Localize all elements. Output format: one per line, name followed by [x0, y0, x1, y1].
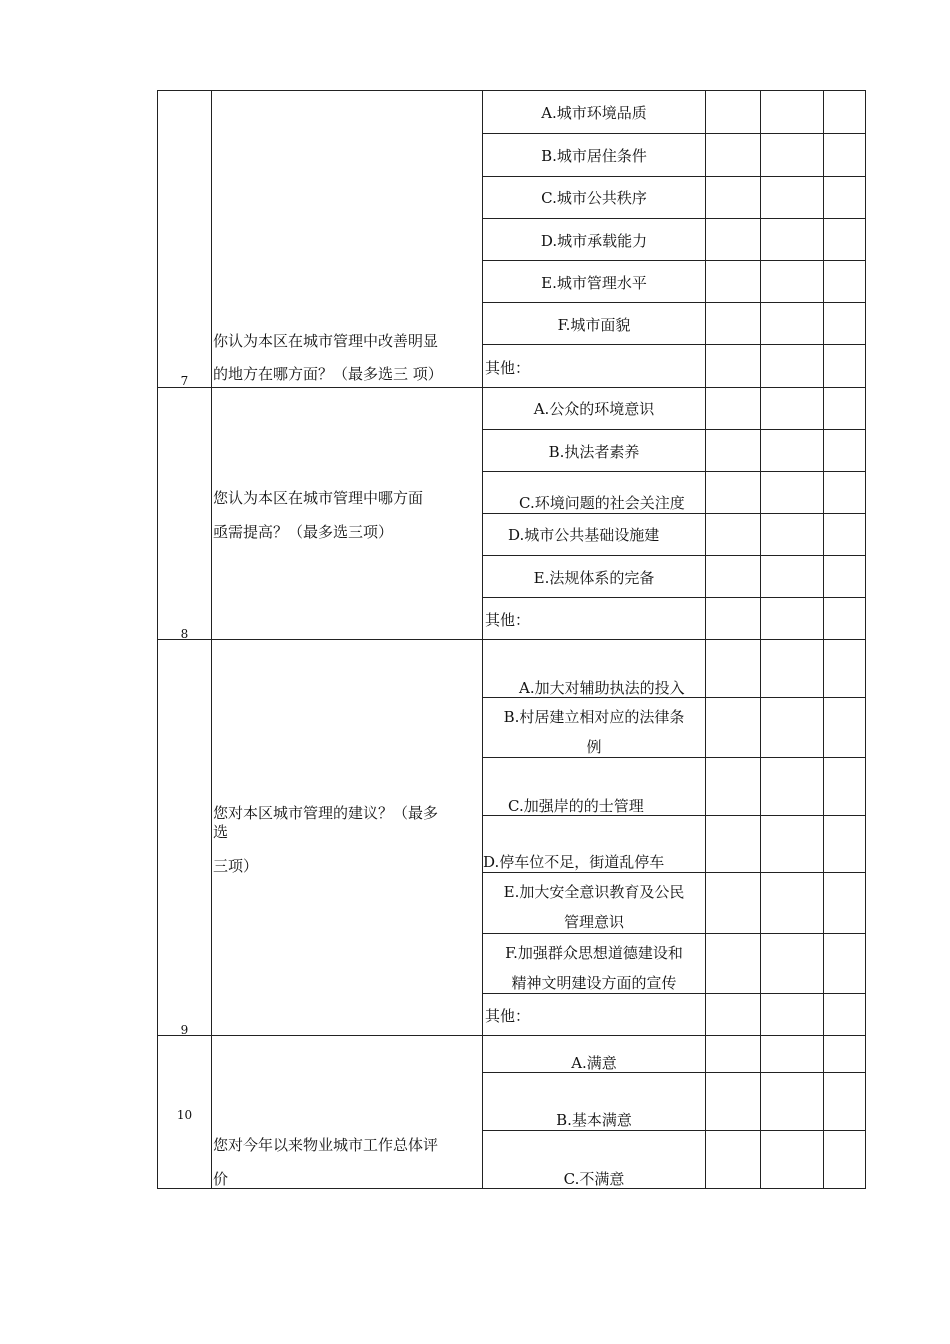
- option-row-divider: [482, 513, 866, 514]
- question-text: 的地方在哪方面？（最多选三 项）: [213, 365, 443, 383]
- option-row-divider: [482, 872, 866, 873]
- option-row-divider: [482, 471, 866, 472]
- other-label: 其他：: [485, 1007, 531, 1025]
- question-separator: [157, 1035, 866, 1036]
- option-row-divider: [482, 1130, 866, 1131]
- option-label: C.加强岸的的士管理: [508, 797, 644, 815]
- table-border-bottom: [157, 1188, 866, 1189]
- option-row-divider: [482, 993, 866, 994]
- option-label: A.加大对辅助执法的投入: [519, 679, 685, 697]
- option-label: E.法规体系的完备: [533, 569, 655, 587]
- option-label: A.满意: [571, 1054, 617, 1072]
- question-separator: [157, 639, 866, 640]
- option-row-divider: [482, 260, 866, 261]
- option-row-divider: [482, 176, 866, 177]
- option-label: D.城市公共基础设施建: [508, 526, 660, 544]
- option-row-divider: [482, 133, 866, 134]
- option-label: B.村居建立相对应的法律条: [503, 708, 685, 726]
- question-text: 你认为本区在城市管理中改善明显: [213, 332, 439, 350]
- question-text: 三项）: [213, 857, 259, 875]
- option-label: D.城市承载能力: [540, 232, 648, 250]
- question-text: 您认为本区在城市管理中哪方面: [213, 489, 424, 507]
- option-label: 管理意识: [563, 913, 624, 931]
- option-row-divider: [482, 429, 866, 430]
- option-row-divider: [482, 218, 866, 219]
- option-label: A.城市环境品质: [541, 104, 647, 122]
- option-label: C.环境问题的社会关注度: [519, 494, 685, 512]
- option-row-divider: [482, 933, 866, 934]
- option-row-divider: [482, 697, 866, 698]
- question-text: 选: [213, 823, 229, 841]
- option-label: 精神文明建设方面的宣传: [511, 974, 677, 992]
- question-number: 8: [180, 627, 189, 641]
- option-label: F.城市面貌: [557, 316, 631, 334]
- option-label: B.城市居住条件: [541, 147, 647, 165]
- option-row-divider: [482, 757, 866, 758]
- option-label: A.公众的环境意识: [533, 400, 655, 418]
- other-label: 其他：: [485, 611, 531, 629]
- question-number: 10: [176, 1108, 193, 1122]
- option-label: D.停车位不足，街道乱停车: [483, 853, 665, 871]
- option-row-divider: [482, 344, 866, 345]
- option-row-divider: [482, 597, 866, 598]
- option-row-divider: [482, 1072, 866, 1073]
- question-text: 价: [213, 1170, 229, 1188]
- option-row-divider: [482, 302, 866, 303]
- option-label: B.基本满意: [556, 1111, 632, 1129]
- option-label: C.不满意: [563, 1170, 625, 1188]
- table-border-top: [157, 90, 866, 91]
- option-row-divider: [482, 815, 866, 816]
- option-label: E.城市管理水平: [541, 274, 647, 292]
- other-label: 其他：: [485, 359, 531, 377]
- option-label: F.加强群众思想道德建设和: [505, 944, 683, 962]
- option-label: C.城市公共秩序: [541, 189, 647, 207]
- question-separator: [157, 387, 866, 388]
- question-text: 您对今年以来物业城市工作总体评: [213, 1136, 439, 1154]
- option-label: E.加大安全意识教育及公民: [503, 883, 685, 901]
- option-row-divider: [482, 555, 866, 556]
- question-text: 亟需提高？（最多选三项）: [213, 523, 394, 541]
- option-label: B.执法者素养: [548, 443, 640, 461]
- question-number: 9: [180, 1023, 189, 1037]
- question-number: 7: [180, 374, 189, 388]
- option-label: 例: [586, 738, 602, 756]
- question-text: 您对本区城市管理的建议？（最多: [213, 804, 439, 822]
